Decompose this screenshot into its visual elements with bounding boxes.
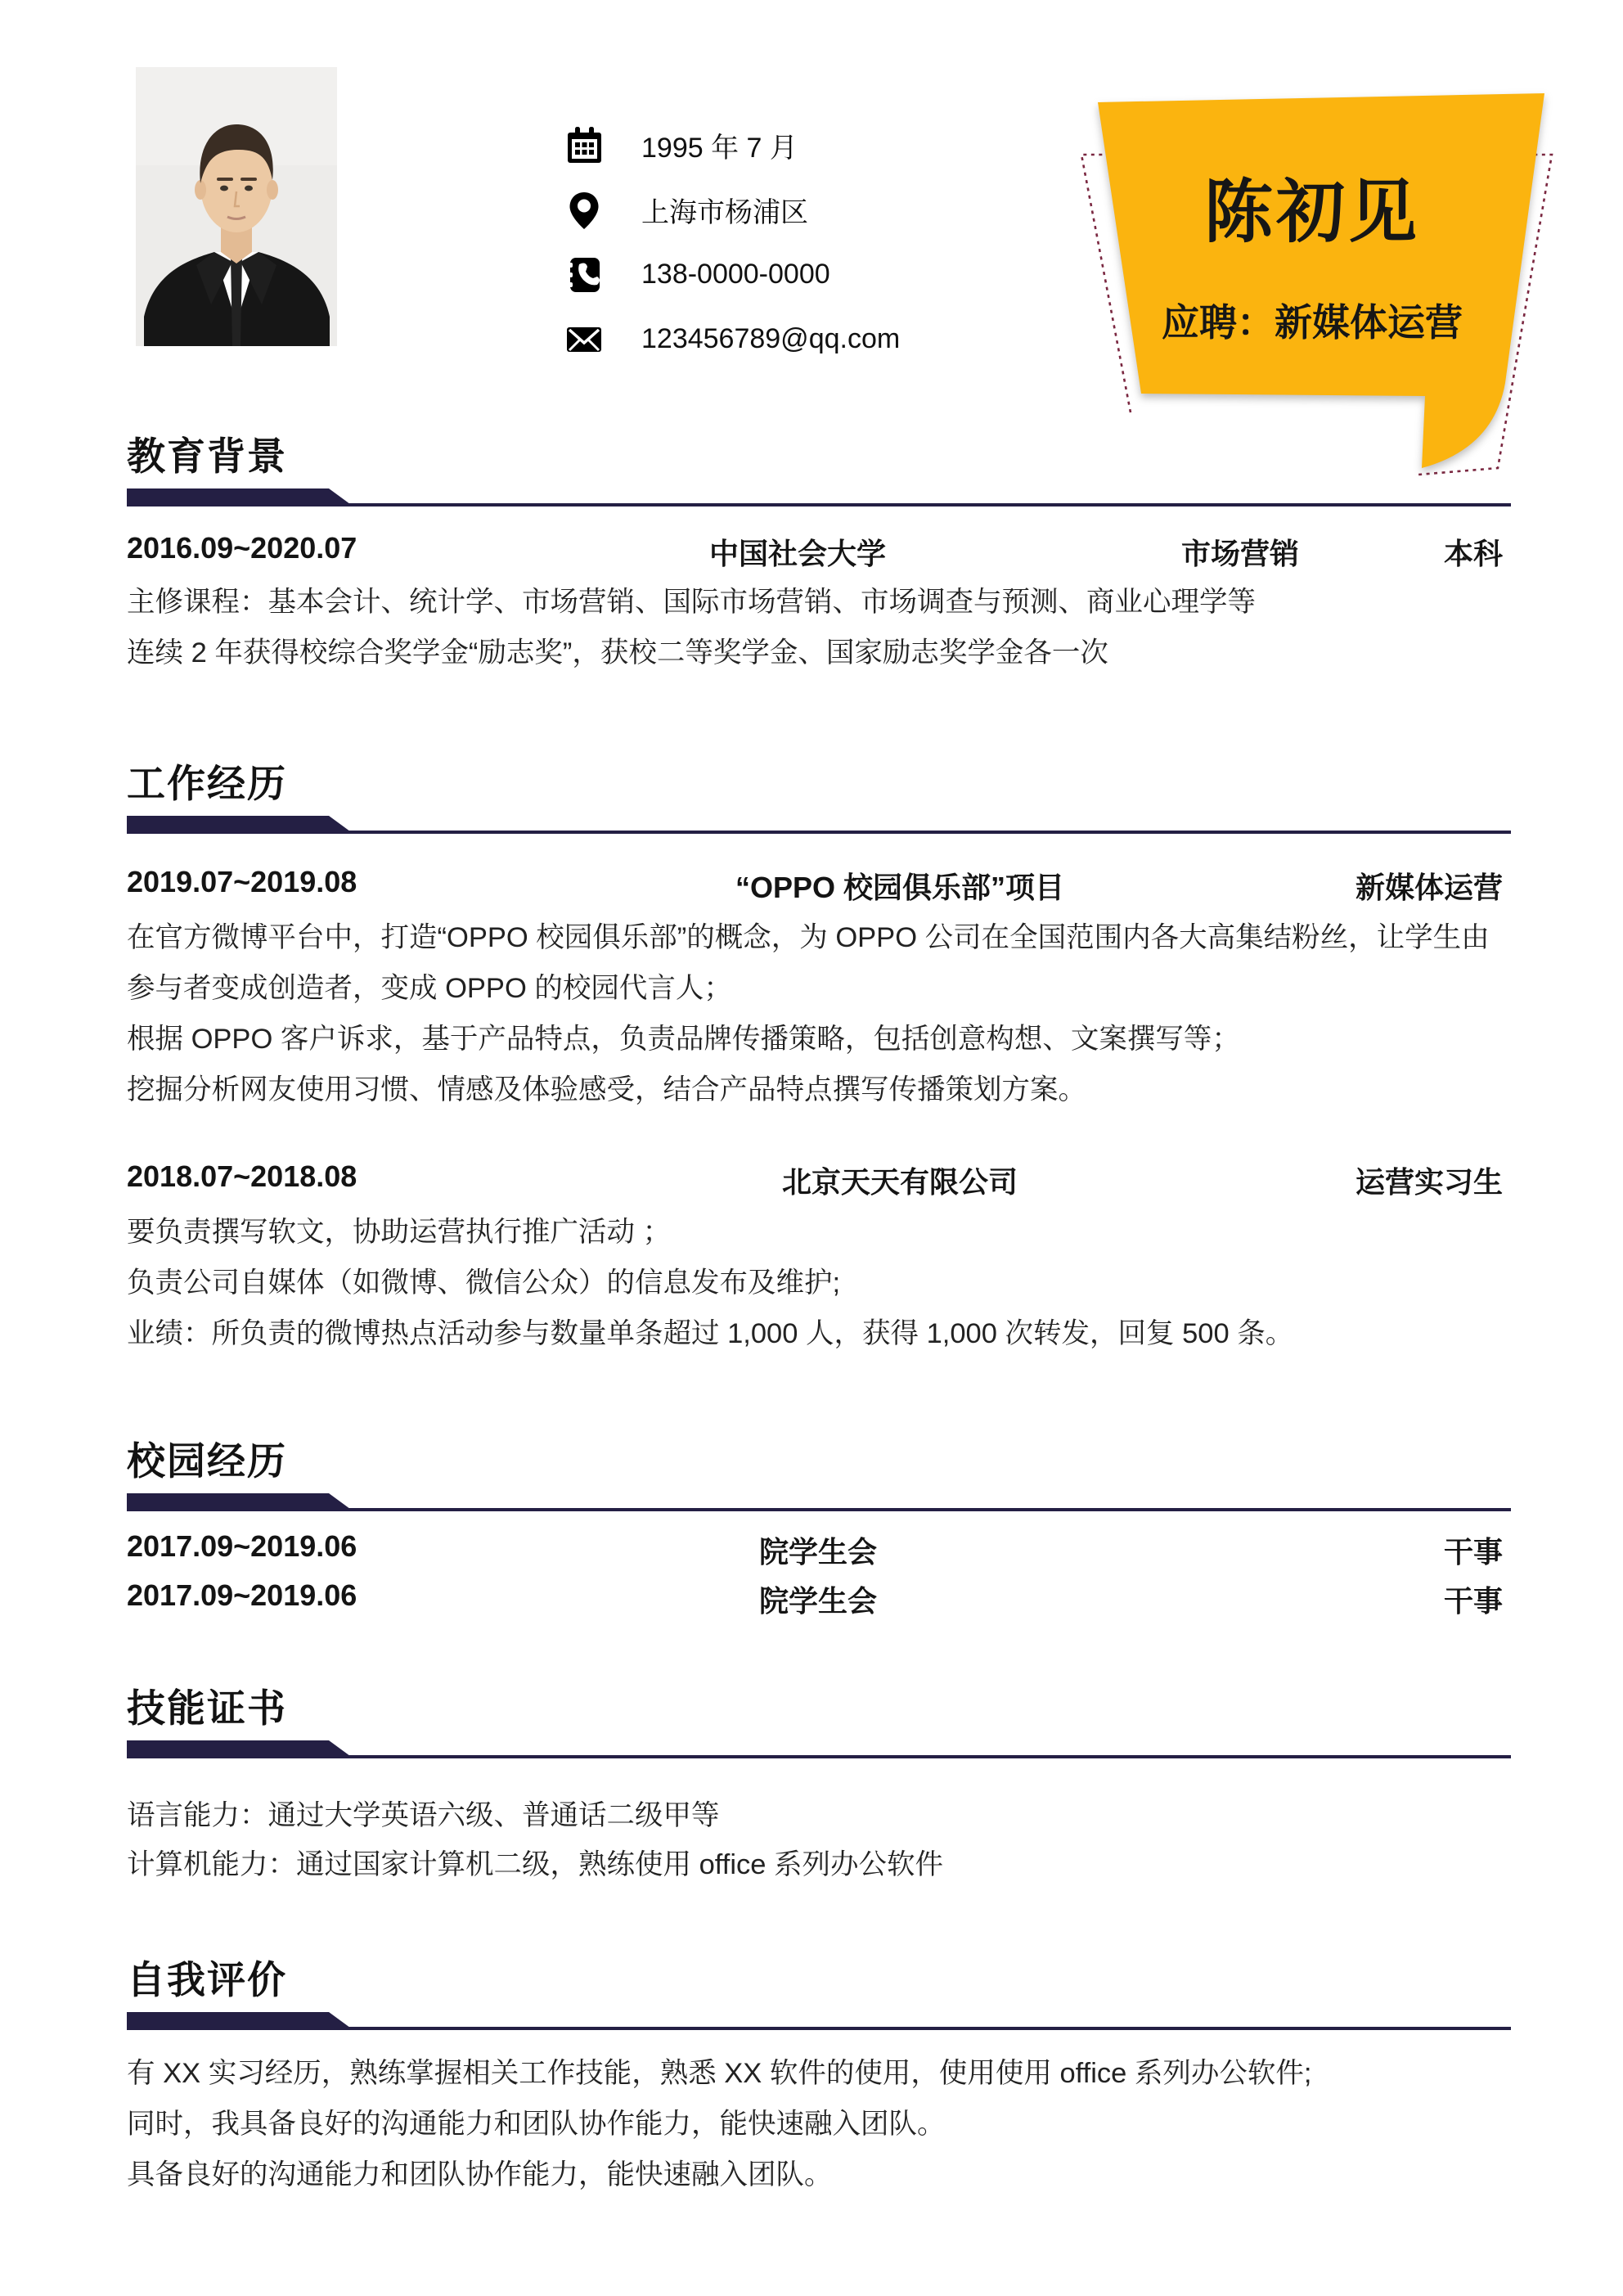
job-date: 2018.07~2018.08 [127,1159,357,1193]
banner-bubble [1098,93,1544,468]
campus-date: 2017.09~2019.06 [127,1578,357,1612]
calendar-icon [564,126,604,165]
contact-row-phone [564,242,1023,307]
skill-line: 计算机能力：通过国家计算机二级，熟练使用 office 系列办公软件 [127,1849,944,1880]
job-bullet: 要负责撰写软文，协助运营执行推广活动 ； [127,1217,672,1248]
education-school: 中国社会大学 [708,537,886,570]
section-title-evaluation: 自我评价 [127,1958,287,2001]
section-work [127,759,1511,1359]
section-campus [127,1437,1511,1627]
contact-row-email [564,307,1023,371]
section-bar [127,816,1511,834]
job-date: 2019.07~2019.08 [127,865,357,898]
work-row [127,1159,1511,1197]
section-title-campus: 校园经历 [127,1439,287,1483]
section-title-skills: 技能证书 [127,1686,287,1730]
education-awards: 连续 2 年获得校综合奖学金“励志奖”，获校二等奖学金、国家励志奖学金各一次 [127,637,1108,669]
section-bar [127,2012,1511,2030]
job-org: “OPPO 校园俱乐部”项目 [735,871,1065,904]
profile-photo [136,67,337,346]
email-address: 123456789@qq.com [641,323,901,354]
email-icon [564,320,604,359]
section-bar [127,1493,1511,1511]
location-text: 上海市杨浦区 [641,197,808,228]
skill-line: 语言能力：通过大学英语六级、普通话二级甲等 [127,1800,720,1831]
work-job-2 [127,1159,1511,1359]
section-bar [127,1740,1511,1758]
campus-org: 院学生会 [758,1535,877,1569]
section-evaluation [127,1956,1511,2200]
job-role: 运营实习生 [1355,1165,1503,1199]
contact-block [564,113,1023,371]
section-title-work: 工作经历 [127,762,287,805]
job-bullet: 根据 OPPO 客户诉求，基于产品特点，负责品牌传播策略，包括创意构想、文案撰写等； [127,1024,1240,1055]
phone-number: 138-0000-0000 [641,259,830,290]
evaluation-line: 具备良好的沟通能力和团队协作能力，能快速融入团队。 [127,2159,833,2190]
job-bullet: 在官方微博平台中，打造“OPPO 校园俱乐部”的概念，为 OPPO 公司在全国范围内各大高集结粉丝，让学生由参与者变成创造者，变成 OPPO 的校园代言人； [127,922,1490,1004]
job-bullet: 业绩：所负责的微博热点活动参与数量单条超过 1,000 人，获得 1,000 次转发，回复 500 条。 [127,1318,1294,1349]
job-org: 北京天天有限公司 [781,1165,1018,1199]
education-courses: 主修课程：基本会计、统计学、市场营销、国际市场营销、市场调查与预测、商业心理学等 [127,587,1256,618]
job-bullet: 挖掘分析网友使用习惯、情感及体验感受，结合产品特点撰写传播策划方案。 [127,1074,1086,1105]
candidate-name: 陈初见 [1203,173,1420,250]
section-skills [127,1684,1511,1889]
phone-icon [564,255,604,295]
contact-row-location [564,178,1023,242]
campus-role: 干事 [1443,1535,1503,1569]
campus-row [127,1578,1511,1627]
campus-date: 2017.09~2019.06 [127,1529,357,1563]
location-pin-icon [564,191,604,230]
education-row [127,531,1511,569]
birth-date: 1995 年 7 月 [641,133,798,164]
work-row [127,865,1511,903]
section-title-education: 教育背景 [127,434,287,478]
evaluation-line: 有 XX 实习经历，熟练掌握相关工作技能，熟悉 XX 软件的使用，使用使用 office 系列办公软件; [127,2058,1312,2089]
education-major: 市场营销 [1180,537,1299,570]
contact-row-birth [564,113,1023,178]
work-job-1 [127,865,1511,1115]
campus-org: 院学生会 [758,1584,877,1618]
applied-position: 应聘：新媒体运营 [1162,301,1463,344]
education-date: 2016.09~2020.07 [127,531,357,565]
job-role: 新媒体运营 [1355,871,1503,904]
section-education [127,432,1511,678]
campus-row [127,1529,1511,1578]
job-bullet: 负责公司自媒体（如微博、微信公众）的信息发布及维护; [127,1267,841,1299]
evaluation-line: 同时，我具备良好的沟通能力和团队协作能力，能快速融入团队。 [127,2109,946,2140]
campus-role: 干事 [1443,1584,1503,1618]
education-degree: 本科 [1443,537,1503,570]
section-bar [127,488,1511,506]
